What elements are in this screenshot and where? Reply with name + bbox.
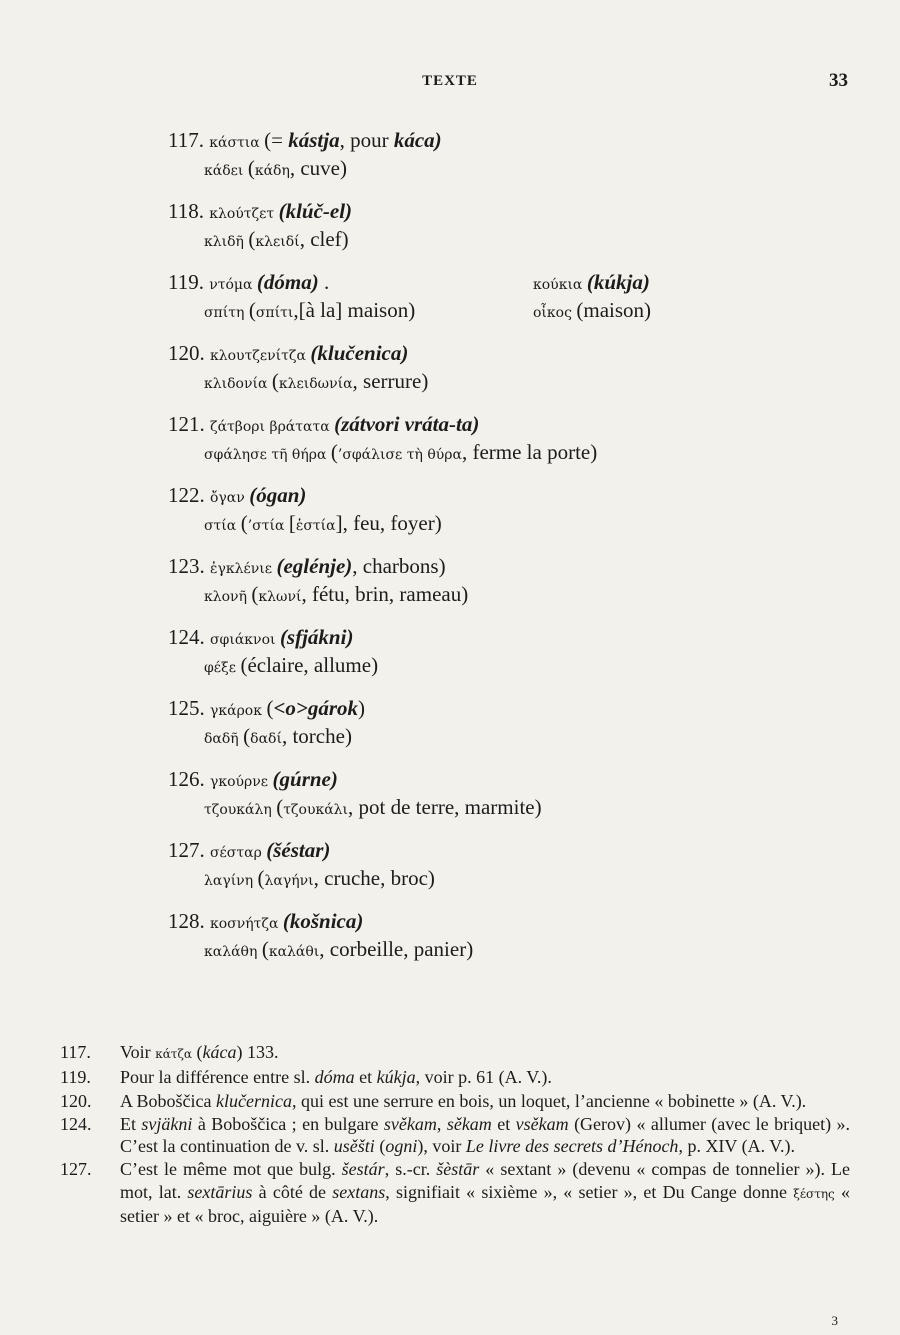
greek-text: κλωνί (258, 589, 302, 605)
entry-line (168, 838, 808, 866)
glossary-entry (168, 199, 808, 270)
text: , fétu, brin, rameau) (301, 582, 469, 606)
italic-text: vsěkam (515, 1113, 569, 1134)
entry-number: 128. (168, 909, 205, 933)
entry-alternate-column (533, 270, 651, 326)
italic-text: (zátvori vráta-ta) (334, 412, 480, 436)
italic-text: (klučenica) (310, 341, 409, 365)
footnote-text (120, 1066, 850, 1088)
text: ( (276, 795, 284, 819)
text: ], feu, foyer) (335, 511, 442, 535)
greek-text: κάστια (209, 135, 265, 151)
entry-number: 124. (168, 625, 205, 649)
greek-text: καλάθη (204, 944, 262, 960)
text: , p. XIV (A. V.). (678, 1136, 795, 1157)
italic-text: dóma (314, 1067, 355, 1088)
text: , charbons) (352, 554, 446, 578)
greek-text: φέξε (204, 660, 241, 676)
text: (maison) (576, 298, 652, 322)
footnote (60, 1041, 850, 1065)
greek-text: κάτζα (155, 1047, 193, 1061)
text: ( (251, 582, 259, 606)
entry-number: 123. (168, 554, 205, 578)
entry-line (168, 554, 808, 582)
italic-text: klučernica (216, 1090, 292, 1111)
text: ( (248, 298, 256, 322)
text: ( (257, 866, 265, 890)
greek-text: λαγήνι (264, 873, 314, 889)
italic-text: (klúč-el) (278, 199, 353, 223)
glossary-entry (168, 696, 808, 767)
text: et (354, 1067, 377, 1088)
greek-text: οἶκος (533, 305, 577, 321)
footnote-number: 120. (60, 1090, 92, 1111)
entry-line (533, 298, 651, 326)
italic-text: (gúrne) (272, 767, 338, 791)
entry-line (168, 270, 808, 298)
italic-text: (košnica) (282, 909, 364, 933)
greek-text: τζουκάλη (204, 802, 277, 818)
greek-text: λαγίνη (204, 873, 258, 889)
greek-text: κλονῆ (204, 589, 252, 605)
entry-line (168, 866, 808, 894)
italic-text: usěšti (333, 1136, 375, 1157)
text: (éclaire, allume) (240, 653, 379, 677)
entry-line (168, 909, 808, 937)
footnotes (60, 1041, 850, 1228)
italic-text: (ógan) (249, 483, 307, 507)
running-title: TEXTE (422, 73, 478, 89)
glossary-entry (168, 483, 808, 554)
text: à Boboščica ; en bulgare (192, 1113, 384, 1134)
glossary-entry (168, 270, 808, 341)
entry-number: 117. (168, 128, 204, 152)
text: , (436, 1113, 447, 1134)
entry-line (168, 483, 808, 511)
italic-text: kástja (288, 128, 340, 152)
text: ( (192, 1042, 203, 1062)
italic-text: svěkam (383, 1113, 437, 1134)
entry-line (168, 156, 808, 184)
text: Pour la différence entre sl. (120, 1067, 315, 1088)
text: ( (248, 227, 256, 251)
entry-line (168, 625, 808, 653)
italic-text: káca) (393, 128, 442, 152)
entry-line (168, 440, 808, 468)
entry-line (168, 937, 808, 965)
greek-text: κούκια (533, 277, 587, 293)
text: (= (264, 128, 289, 152)
greek-text: ντόμα (209, 277, 257, 293)
greek-text: ζάτβορι βράτατα (210, 419, 335, 435)
entry-line (168, 653, 808, 681)
greek-text: ἑστία (295, 518, 336, 534)
greek-text: σπίτη (204, 305, 249, 321)
text: ) (358, 696, 366, 720)
text: , corbeille, panier) (319, 937, 474, 961)
greek-text: καλάθι (268, 944, 320, 960)
entry-line (168, 199, 808, 227)
italic-text: káca (202, 1042, 237, 1062)
text: , serrure) (352, 369, 429, 393)
glossary-entry (168, 767, 808, 838)
italic-text: svjäkni (141, 1113, 193, 1134)
entry-line (168, 128, 808, 156)
italic-text: Le livre des secrets d’Hénoch (465, 1136, 679, 1157)
entry-line (168, 767, 808, 795)
text: « sextant » (devenu « compas de tonnelier »). Le mot, lat. (120, 1159, 850, 1202)
text: et (491, 1113, 516, 1134)
footnote-text (120, 1041, 850, 1065)
italic-text: kúkja (376, 1067, 416, 1088)
italic-text: (sfjákni) (279, 625, 354, 649)
italic-text: šèstār (436, 1159, 480, 1180)
glossary-entry (168, 909, 808, 980)
entry-number: 126. (168, 767, 205, 791)
entry-number: 120. (168, 341, 205, 365)
greek-text: κλειδί (255, 234, 300, 250)
text: , voir p. 61 (A. V.). (415, 1067, 552, 1088)
text: ) 133. (236, 1042, 279, 1062)
italic-text: šestár (341, 1159, 385, 1180)
greek-text: ξέστης (793, 1186, 835, 1201)
greek-text: γκάροκ (210, 703, 267, 719)
entry-line (168, 227, 808, 255)
entry-line (168, 724, 808, 752)
greek-text: κλιδονία (204, 376, 272, 392)
entry-line (168, 582, 808, 610)
text: ( (261, 937, 269, 961)
entry-number: 119. (168, 270, 204, 294)
text: ( (374, 1136, 386, 1157)
greek-text: στία (204, 518, 241, 534)
greek-text: δαδί (250, 731, 282, 747)
text: ), voir (417, 1136, 466, 1157)
text: C’est le même mot que bulg. (120, 1159, 342, 1180)
text: [ (288, 511, 296, 535)
greek-text: κλιδῆ (204, 234, 249, 250)
text: ( (243, 724, 251, 748)
glossary-entry (168, 625, 808, 696)
footnote-number: 127. (60, 1159, 92, 1180)
entry-line (168, 369, 808, 397)
text: , cruche, broc) (313, 866, 435, 890)
text: « setier » et « broc, aiguière » (A. V.). (120, 1181, 850, 1227)
greek-text: κλουτζενίτζα (210, 348, 311, 364)
entry-line (168, 511, 808, 539)
italic-text: sextārius (187, 1181, 253, 1202)
entry-line (168, 412, 808, 440)
glossary-entry (168, 128, 808, 199)
glossary-entries (168, 128, 808, 980)
text: , ferme la porte) (461, 440, 598, 464)
italic-text: (dóma) (256, 270, 319, 294)
greek-text: ἐγκλένιε (210, 561, 277, 577)
italic-text: (kúkja) (586, 270, 650, 294)
entry-number: 121. (168, 412, 205, 436)
greek-text: κοσνήτζα (210, 916, 283, 932)
glossary-entry (168, 838, 808, 909)
footnote (60, 1113, 850, 1158)
greek-text: δαδῆ (204, 731, 244, 747)
footnote-number: 117. (60, 1042, 91, 1062)
footnote-text (120, 1158, 850, 1227)
text: . (318, 270, 330, 294)
text: ,[à la] maison) (293, 298, 416, 322)
footnote (60, 1090, 850, 1112)
footnote (60, 1066, 850, 1088)
greek-text: κάδη (254, 163, 290, 179)
entry-line (168, 341, 808, 369)
entry-line (533, 270, 651, 298)
greek-text: ὄγαν (210, 490, 250, 506)
greek-text: σέσταρ (210, 845, 267, 861)
footnote (60, 1158, 850, 1227)
greek-text: σπίτι (255, 305, 294, 321)
entry-line (168, 696, 808, 724)
text: A Boboščica (120, 1090, 216, 1111)
footnote-text (120, 1113, 850, 1158)
entry-line (168, 795, 808, 823)
text: , cuve) (289, 156, 347, 180)
text: Et (120, 1113, 142, 1134)
glossary-entry (168, 341, 808, 412)
italic-text: ogni (385, 1136, 418, 1157)
glossary-entry (168, 554, 808, 625)
text: ( (266, 696, 274, 720)
text: (Gerov) « allumer (avec le briquet) ». C’est la continuation de v. sl. (120, 1113, 850, 1157)
text: ( (240, 511, 248, 535)
greek-text: κάδει (204, 163, 248, 179)
greek-text: κλειδωνία (278, 376, 353, 392)
page-number: 33 (829, 70, 848, 91)
text: , s.-cr. (384, 1159, 437, 1180)
text: à côté de (252, 1181, 333, 1202)
text: ( (271, 369, 279, 393)
text: , clef) (299, 227, 349, 251)
footnote-number: 119. (60, 1067, 91, 1088)
entry-number: 125. (168, 696, 205, 720)
italic-text: (šéstar) (266, 838, 331, 862)
glossary-entry (168, 412, 808, 483)
greek-text: τζουκάλι (283, 802, 349, 818)
greek-text: ’σφάλισε τὴ θύρα (337, 447, 462, 463)
text: , pot de terre, marmite) (348, 795, 542, 819)
text: , torche) (281, 724, 352, 748)
italic-text: <o>gárok (273, 696, 359, 720)
entry-line (168, 298, 808, 326)
greek-text: ’στία (247, 518, 289, 534)
footnote-text (120, 1090, 850, 1112)
italic-text: sěkam (446, 1113, 492, 1134)
entry-number: 122. (168, 483, 205, 507)
entry-number: 127. (168, 838, 205, 862)
greek-text: σφάλησε τῆ θήρα (204, 447, 331, 463)
italic-text: sextans (332, 1181, 386, 1202)
footnote-number: 124. (60, 1113, 92, 1134)
greek-text: γκούρνε (210, 774, 273, 790)
signature-mark: 3 (831, 1313, 838, 1328)
text: Voir (120, 1042, 156, 1062)
text: ( (330, 440, 338, 464)
greek-text: σφιάκνοι (210, 632, 280, 648)
text: , signifiait « sixième », « setier », et Du Cange donne (385, 1181, 794, 1202)
text: , pour (339, 128, 394, 152)
text: , qui est une serrure en bois, un loquet, l’ancienne « bobinette » (A. V.). (291, 1090, 807, 1111)
text: ( (247, 156, 255, 180)
greek-text: κλούτζετ (209, 206, 279, 222)
entry-number: 118. (168, 199, 204, 223)
italic-text: (eglénje) (276, 554, 353, 578)
